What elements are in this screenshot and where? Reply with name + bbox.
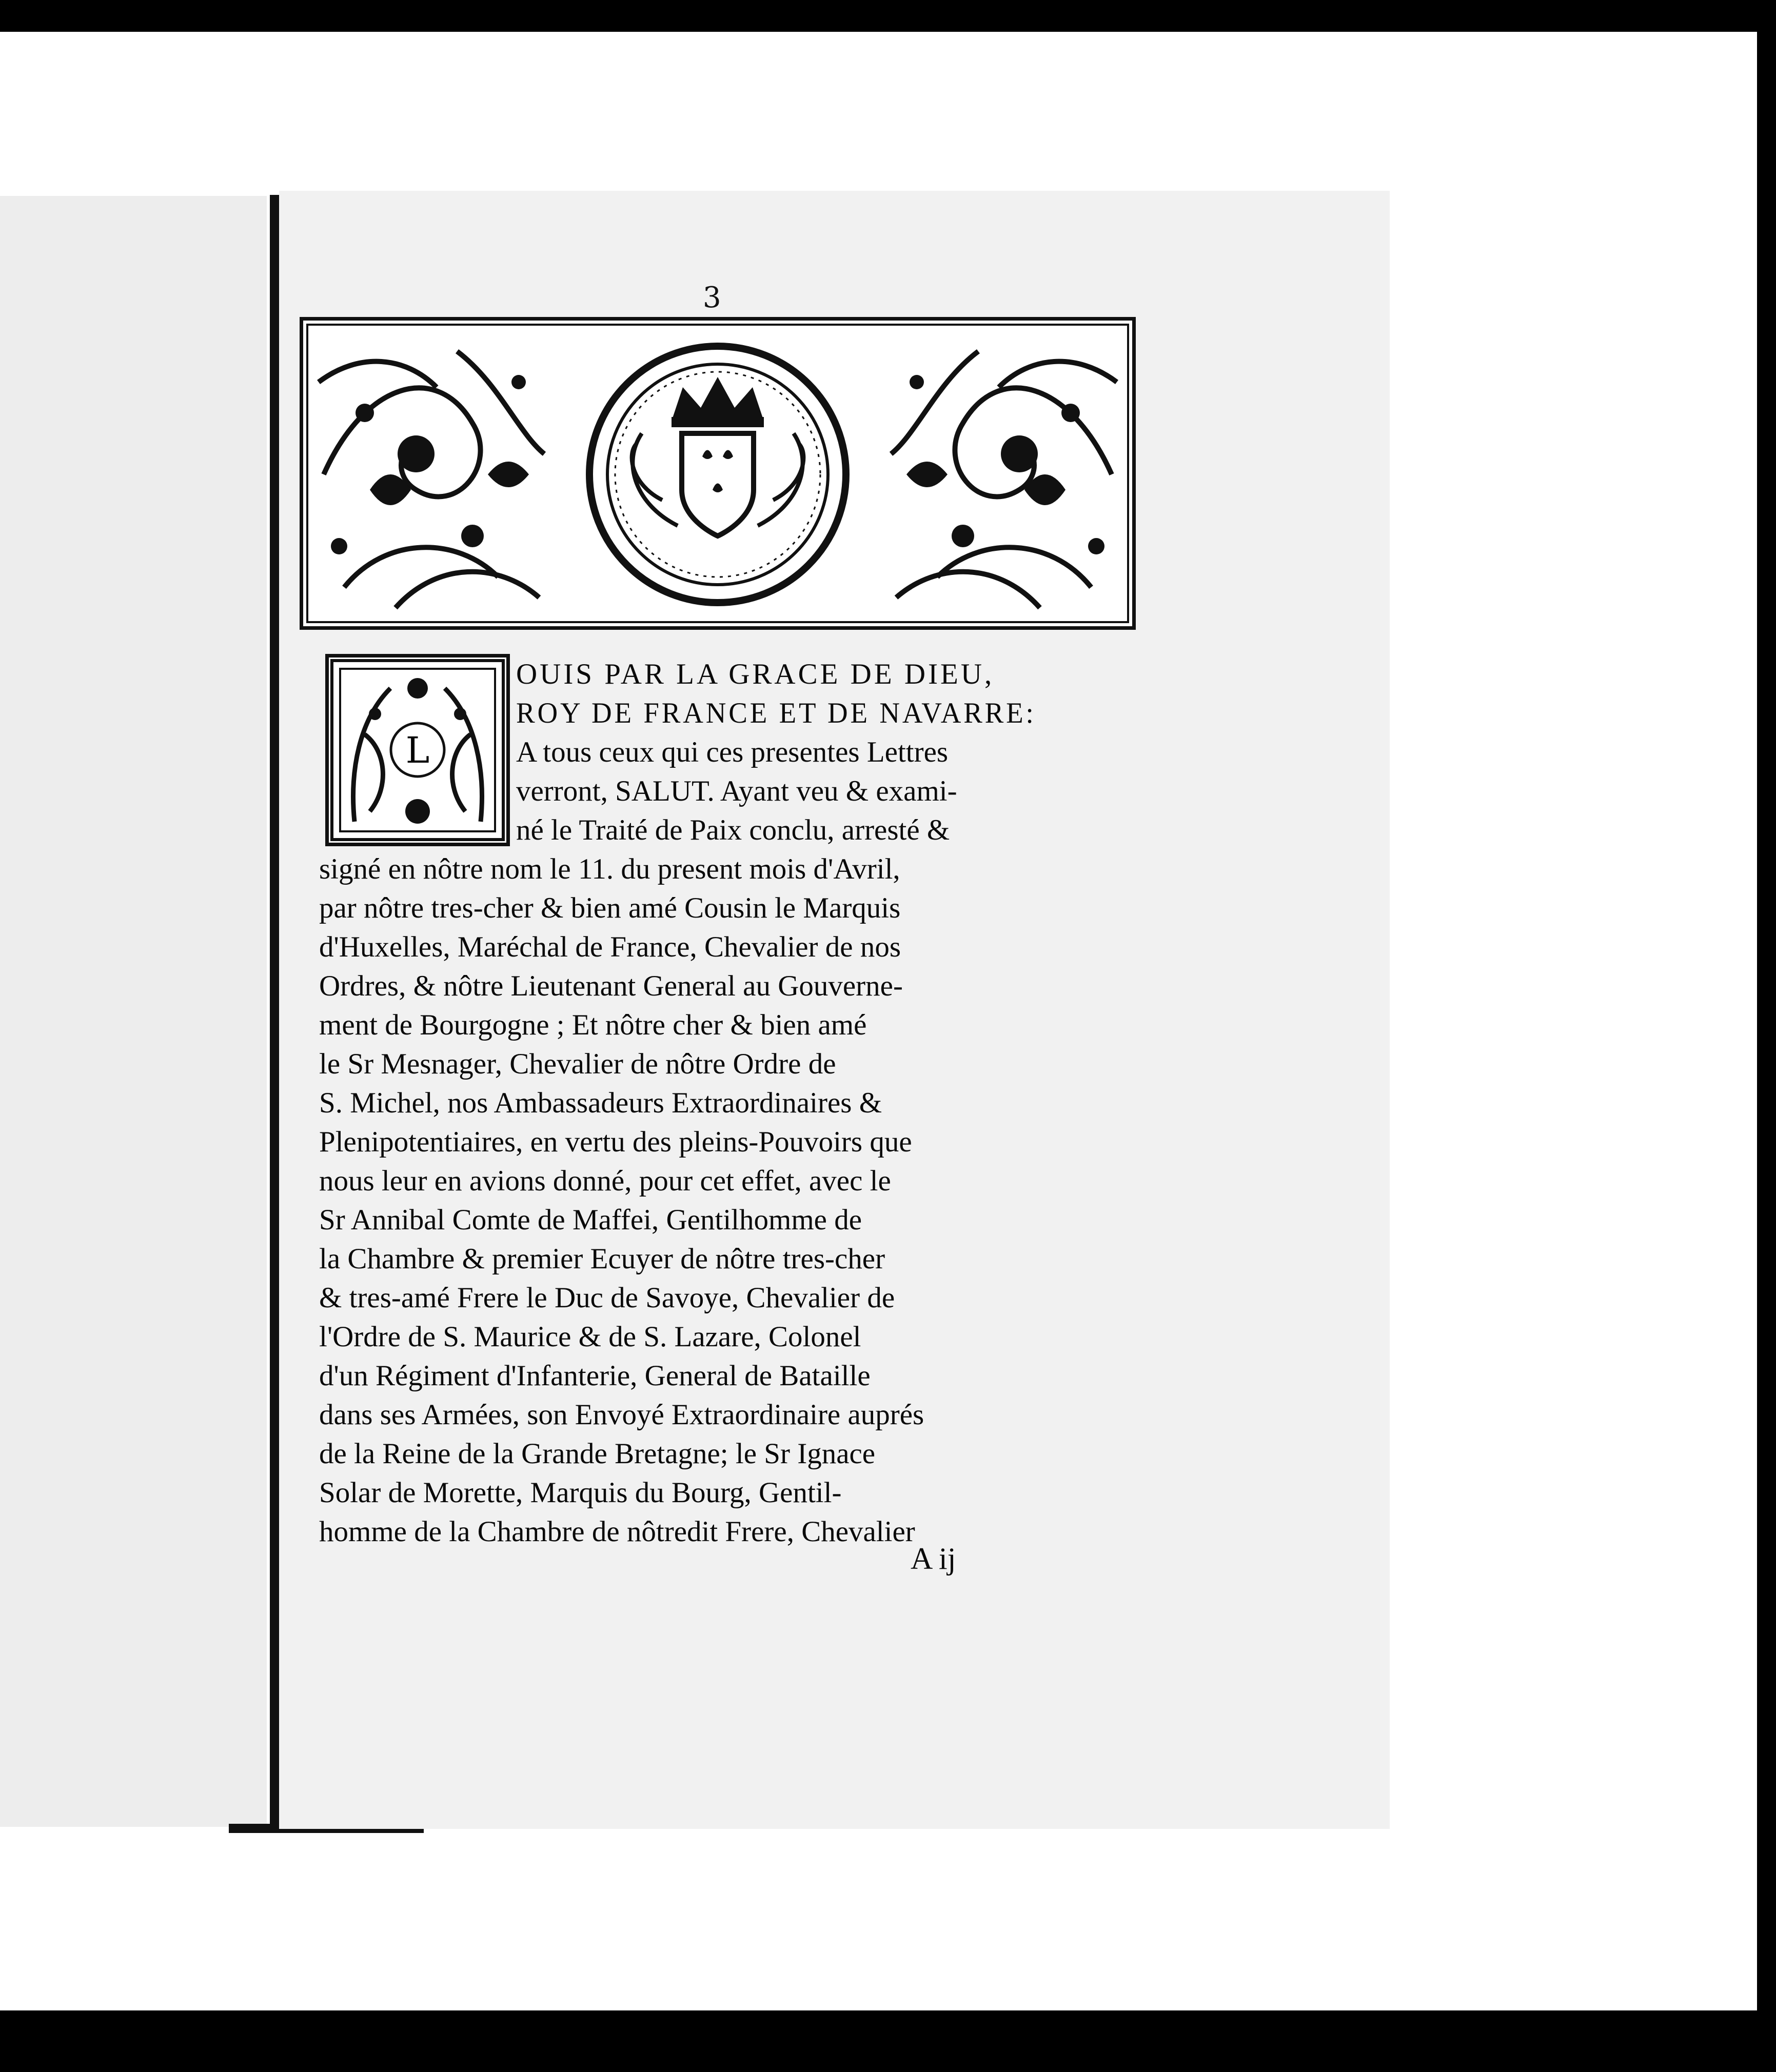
text-line: homme de la Chambre de nôtredit Frere, Chevalier [319,1516,915,1548]
text-line: A tous ceux qui ces presentes Lettres [516,736,949,768]
text-line: Solar de Morette, Marquis du Bourg, Gentil- [319,1477,842,1509]
decorated-initial [325,654,510,846]
text-line: né le Traité de Paix conclu, arresté & [516,814,950,846]
text-line: S. Michel, nos Ambassadeurs Extraordinaires & [319,1087,882,1119]
text-line: & tres-amé Frere le Duc de Savoye, Chevalier de [319,1282,895,1314]
text-line: par nôtre tres-cher & bien amé Cousin le Marquis [319,892,901,924]
text-line: d'un Régiment d'Infanterie, General de Bataille [319,1360,871,1392]
scan-border-bottom [0,2010,1776,2072]
catchword-signature: A ij [911,1542,956,1576]
text-line: signé en nôtre nom le 11. du present mois d'Avril, [319,853,900,885]
text-line: Sr Annibal Comte de Maffei, Gentilhomme de [319,1204,862,1236]
text-line: Ordres, & nôtre Lieutenant General au Gouverne- [319,970,903,1002]
text-line: nous leur en avions donné, pour cet effet, avec le [319,1165,891,1197]
text-line: de la Reine de la Grande Bretagne; le Sr Ignace [319,1438,876,1470]
initial-letter: L [405,729,430,771]
text-line: le Sr Mesnager, Chevalier de nôtre Ordre de [319,1048,836,1080]
book-gutter [270,195,279,1832]
page-number: 3 [703,281,721,314]
text-line: Plenipotentiaires, en vertu des pleins-Pouvoirs que [319,1126,912,1158]
text-line: ROY DE FRANCE ET DE NAVARRE: [516,697,1036,729]
text-line: l'Ordre de S. Maurice & de S. Lazare, Colonel [319,1321,861,1353]
text-line: verront, SALUT. Ayant veu & exami- [516,775,957,807]
ornamental-headpiece [300,317,1136,630]
text-line: OUIS PAR LA GRACE DE DIEU, [516,658,995,690]
text-line: d'Huxelles, Maréchal de France, Chevalier de nos [319,931,901,963]
royal-arms-ornament [303,321,1132,626]
text-line: ment de Bourgogne ; Et nôtre cher & bien amé [319,1009,867,1041]
text-line: dans ses Armées, son Envoyé Extraordinaire auprés [319,1399,924,1431]
text-line: la Chambre & premier Ecuyer de nôtre tres-cher [319,1243,885,1275]
facing-page-bleed [0,196,267,1827]
